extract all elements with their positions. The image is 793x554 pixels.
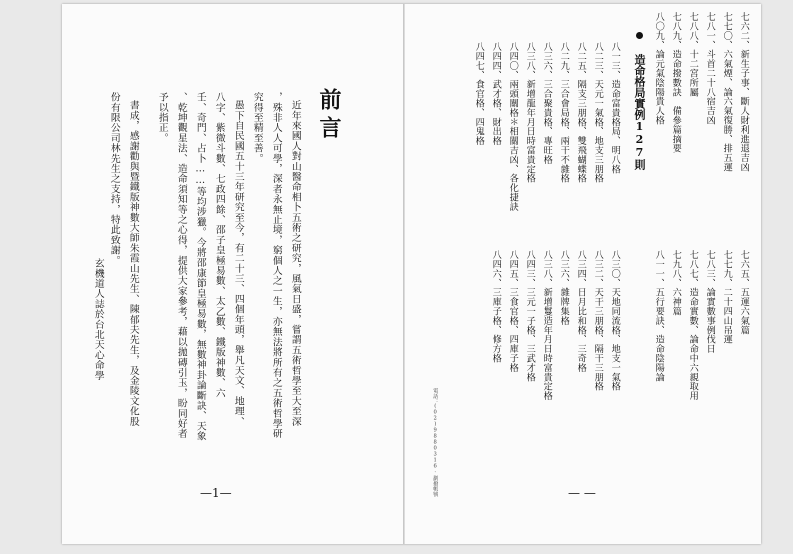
preface-line: 八字、紫微斗數、七政四餘、邵子皇極易數、太乙數、鐵版神數、六 bbox=[213, 92, 225, 398]
preface-line: 壬、奇門、占卜……等均涉獵。今將邵康節皇極易數，無數神卦論斷訣、天象 bbox=[194, 92, 206, 442]
toc-entry: 八四〇、兩頭關格＊相關吉凶、各化捷訣 bbox=[507, 42, 519, 212]
toc-entry: 八四三、三元一子格、三武才格 bbox=[524, 250, 536, 382]
toc-entry: 八三二、天干三朋格、隔干三朋格 bbox=[592, 250, 604, 391]
toc-entry: 八二五、隔支三朋格、雙飛蝴蝶格 bbox=[575, 42, 587, 183]
toc-entry: 七八七、造命實數、論命中六親取用 bbox=[687, 250, 699, 401]
preface-line: 、乾坤觀星法、造命須知等之心得，提供大家參考，藉以拋磚引玉，盼同好者 bbox=[175, 92, 187, 439]
toc-entry: 八二九、三合會局格、兩干不雜格 bbox=[558, 42, 570, 183]
preface-line: 書成，感謝勸與暨鐵版神數大師朱霞山先生、陳郁夫先生，及金陵文化股 bbox=[127, 100, 139, 427]
toc-entry: 八四五、三食官格、四庫子格 bbox=[507, 250, 519, 373]
toc-entry: 八四七、食官格、四鬼格 bbox=[473, 42, 485, 146]
bullet-icon bbox=[636, 32, 643, 39]
section-heading-text: 造命格局實例127則 bbox=[633, 54, 646, 170]
preface-line: 份有限公司林先生之支持，特此致謝。 bbox=[108, 92, 120, 266]
toc-entry: 八一一、五行要訣、造命陰陽論 bbox=[653, 250, 665, 382]
toc-entry: 八三〇、天地同流格、地支一氣格 bbox=[609, 250, 621, 391]
preface-line: ，殊非人人可學，深者永無止境，窮個人之一生，亦無法將所有之五術哲學研 bbox=[270, 92, 282, 439]
publisher-note: 電話：(02)9880316·劃撥帳號 bbox=[432, 388, 439, 497]
preface-line: 愚下自民國五十三年研究至今，有二十三、四個年頭，舉凡天文、地理、 bbox=[232, 100, 244, 427]
preface-line: 予以指正。 bbox=[156, 92, 168, 143]
page-number: — — bbox=[568, 486, 596, 500]
toc-entry: 八四六、三庫子格、修方格 bbox=[490, 250, 502, 363]
book-gutter bbox=[403, 4, 405, 544]
toc-entry: 八一三、造命富貴格局、明八格 bbox=[609, 42, 621, 174]
preface-line: 究得至精至善。 bbox=[251, 92, 263, 164]
toc-entry: 七七九、二十四山吊運 bbox=[721, 250, 733, 344]
toc-entry: 七八一、斗首二十八宿吉凶 bbox=[704, 12, 716, 125]
toc-entry: 七六二、新生子事、斷人財利進退吉凶 bbox=[738, 12, 750, 172]
toc-entry: 七七〇、六氣煙、論六氣復勝、排五運 bbox=[721, 12, 733, 172]
toc-entry: 八三八、新增龍年月日時富貴定格 bbox=[524, 42, 536, 183]
toc-entry: 七八三、論實數事例伐日 bbox=[704, 250, 716, 354]
toc-entry: 八三八、新增鬘造年月日時富貴定格 bbox=[541, 250, 553, 401]
toc-entry: 八〇九、論元氣陰陽貴人格 bbox=[653, 12, 665, 125]
page-title: 前言 bbox=[316, 88, 342, 144]
toc-entry: 八三六、三合聚貴格、專旺格 bbox=[541, 42, 553, 165]
toc-entry: 八二三、天元一氣格、地支三朋格 bbox=[592, 42, 604, 183]
signature: 玄機道人誌於台北天心命學 bbox=[92, 258, 104, 381]
preface-line: 近年來國人對山醫命相卜五術之研究，風氣日盛，嘗謂五術哲學至大至深 bbox=[289, 100, 301, 427]
toc-entry: 七六五、五運六氣篇 bbox=[738, 250, 750, 335]
section-heading bbox=[634, 32, 645, 170]
toc-entry: 八四四、武才格、財出格 bbox=[490, 42, 502, 146]
toc-entry: 八三六、雜牌集格 bbox=[558, 250, 570, 326]
toc-entry: 八三四、日月比和格、三奇格 bbox=[575, 250, 587, 373]
page-number: —1— bbox=[200, 486, 232, 500]
toc-entry: 七八八、十二宮所屬 bbox=[687, 12, 699, 97]
toc-entry: 七八九、造命撥數訣 備參篇摘要 bbox=[670, 12, 682, 153]
toc-entry: 七九八、六神篇 bbox=[670, 250, 682, 316]
